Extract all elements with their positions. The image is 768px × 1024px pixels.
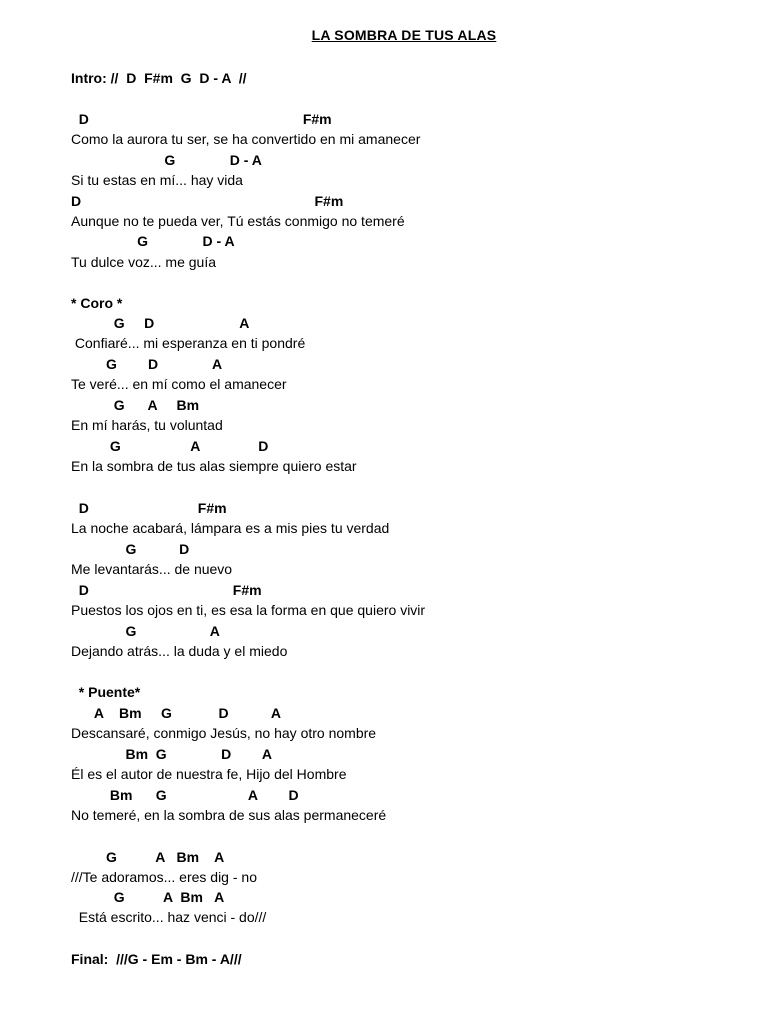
verse1-lyrics-1: Como la aurora tu ser, se ha convertido en mi amanecer (71, 131, 421, 147)
verse1-chords-2: G D - A (71, 152, 262, 168)
bridge-chords-1: A Bm G D A (71, 705, 282, 721)
verse1-lyrics-4: Tu dulce voz... me guía (71, 254, 216, 270)
chorus-chords-3: G A Bm (71, 397, 200, 413)
bridge-chords-2: Bm G D A (71, 746, 272, 762)
verse2-lyrics-3: Puestos los ojos en ti, es esa la forma en que quiero vivir (71, 602, 426, 618)
chorus-lyrics-2: Te veré... en mí como el amanecer (71, 376, 287, 392)
chorus-chords-1: G D A (71, 315, 250, 331)
verse2-chords-1: D F#m (71, 500, 227, 516)
bridge-lyrics-3: No temeré, en la sombra de sus alas permaneceré (71, 807, 387, 823)
verse2-chords-4: G A (71, 623, 220, 639)
verse2-chords-3: D F#m (71, 582, 262, 598)
outro-lyrics-2: Está escrito... haz venci - do/// (71, 909, 267, 925)
verse1-chords-1: D F#m (71, 111, 332, 127)
bridge-chords-3: Bm G A D (71, 787, 299, 803)
bridge-header: * Puente* (71, 684, 141, 700)
bridge-lyrics-1: Descansaré, conmigo Jesús, no hay otro nombre (71, 725, 377, 741)
song-title: LA SOMBRA DE TUS ALAS (311, 27, 497, 43)
verse2-chords-2: G D (71, 541, 190, 557)
outro-chords-2: G A Bm A (71, 889, 225, 905)
verse1-lyrics-3: Aunque no te pueda ver, Tú estás conmigo no temeré (71, 213, 405, 229)
chorus-lyrics-1: Confiaré... mi esperanza en ti pondré (71, 335, 306, 351)
final-line: Final: ///G - Em - Bm - A/// (71, 951, 242, 967)
outro-lyrics-1: ///Te adoramos... eres dig - no (71, 869, 257, 885)
chorus-lyrics-3: En mí harás, tu voluntad (71, 417, 223, 433)
bridge-lyrics-2: Él es el autor de nuestra fe, Hijo del Hombre (71, 766, 347, 782)
chorus-header: * Coro * (71, 295, 123, 311)
chorus-chords-4: G A D (71, 438, 269, 454)
verse1-chords-3: D F#m (71, 193, 344, 209)
chorus-chords-2: G D A (71, 356, 223, 372)
verse1-chords-4: G D - A (71, 233, 235, 249)
chorus-lyrics-4: En la sombra de tus alas siempre quiero estar (71, 458, 357, 474)
verse2-lyrics-1: La noche acabará, lámpara es a mis pies tu verdad (71, 520, 390, 536)
verse1-lyrics-2: Si tu estas en mí... hay vida (71, 172, 243, 188)
intro-line: Intro: // D F#m G D - A // (71, 70, 247, 86)
outro-chords-1: G A Bm A (71, 849, 225, 865)
verse2-lyrics-4: Dejando atrás... la duda y el miedo (71, 643, 288, 659)
verse2-lyrics-2: Me levantarás... de nuevo (71, 561, 233, 577)
